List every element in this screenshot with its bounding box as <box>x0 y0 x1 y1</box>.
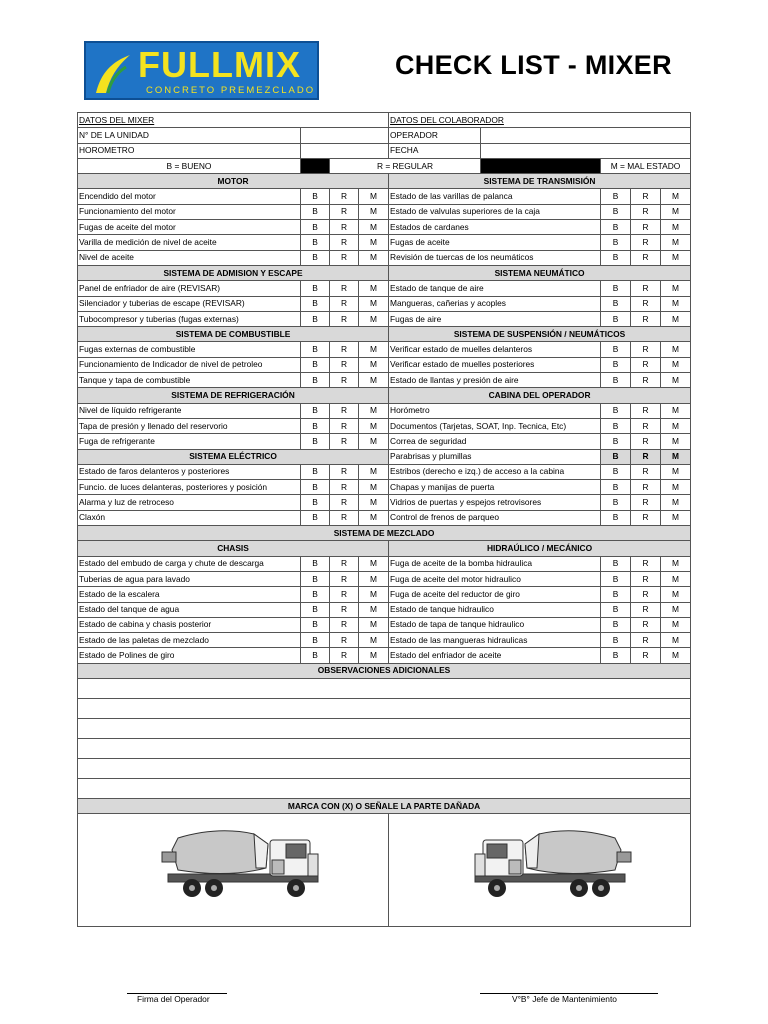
right-option-m[interactable]: M <box>661 495 691 510</box>
left-option-r[interactable]: R <box>330 311 359 326</box>
left-item-label: Fugas externas de combustible <box>78 342 301 357</box>
left-item-label: Estado de Polines de giro <box>78 648 301 663</box>
right-option-b[interactable]: B <box>601 648 631 663</box>
right-option-m[interactable]: M <box>661 373 691 388</box>
right-option-b[interactable]: B <box>601 235 631 250</box>
table-row <box>78 798 691 813</box>
right-option-r[interactable]: R <box>631 204 661 219</box>
left-option-b[interactable]: B <box>301 311 330 326</box>
right-option-m[interactable]: M <box>661 617 691 632</box>
right-option-b[interactable]: B <box>601 449 631 464</box>
left-option-b[interactable]: B <box>301 373 330 388</box>
table-row <box>78 189 691 204</box>
left-option-b[interactable]: B <box>301 189 330 204</box>
table-row <box>78 602 691 617</box>
table-row <box>78 357 691 372</box>
right-item-label: Fugas de aceite <box>389 235 601 250</box>
left-option-m[interactable]: M <box>359 587 389 602</box>
section-header: HIDRAÚLICO / MECÁNICO <box>389 541 691 556</box>
left-option-r[interactable]: R <box>330 342 359 357</box>
table-row <box>78 587 691 602</box>
table-row <box>78 204 691 219</box>
right-option-m[interactable]: M <box>661 556 691 571</box>
right-option-b[interactable]: B <box>601 571 631 586</box>
right-option-r[interactable]: R <box>631 311 661 326</box>
right-option-r[interactable]: R <box>631 556 661 571</box>
table-row <box>78 464 691 479</box>
legend-bueno: B = BUENO <box>78 158 301 173</box>
right-option-r[interactable]: R <box>631 587 661 602</box>
left-item-label: Estado del tanque de agua <box>78 602 301 617</box>
fullmix-logo <box>84 41 319 100</box>
right-option-m[interactable]: M <box>661 434 691 449</box>
left-option-r[interactable]: R <box>330 571 359 586</box>
left-option-r[interactable]: R <box>330 495 359 510</box>
left-option-r[interactable]: R <box>330 403 359 418</box>
right-item-label: Revisión de tuercas de los neumáticos <box>389 250 601 265</box>
right-option-b[interactable]: B <box>601 587 631 602</box>
right-item-label: Fuga de aceite de la bomba hidraulica <box>389 556 601 571</box>
left-option-r[interactable]: R <box>330 220 359 235</box>
left-item-label: Estado de las paletas de mezclado <box>78 633 301 648</box>
right-item-label: Estado de tanque de aire <box>389 281 601 296</box>
observation-line[interactable] <box>78 718 691 738</box>
section-header: CABINA DEL OPERADOR <box>389 388 691 403</box>
left-option-b[interactable]: B <box>301 464 330 479</box>
fecha-label: FECHA <box>389 143 481 158</box>
left-option-r[interactable]: R <box>330 633 359 648</box>
table-row <box>78 296 691 311</box>
section-header: SISTEMA NEUMÁTICO <box>389 265 691 280</box>
right-option-r[interactable]: R <box>631 571 661 586</box>
left-option-b[interactable]: B <box>301 418 330 433</box>
left-option-b[interactable]: B <box>301 617 330 632</box>
right-option-r[interactable]: R <box>631 220 661 235</box>
left-item-label: Claxón <box>78 510 301 525</box>
table-row <box>78 235 691 250</box>
left-item-label: Alarma y luz de retroceso <box>78 495 301 510</box>
right-option-r[interactable]: R <box>631 510 661 525</box>
left-option-m[interactable]: M <box>359 633 389 648</box>
section-header: SISTEMA ELÉCTRICO <box>78 449 389 464</box>
table-row <box>78 758 691 778</box>
right-option-m[interactable]: M <box>661 403 691 418</box>
right-option-b[interactable]: B <box>601 602 631 617</box>
right-option-r[interactable]: R <box>631 342 661 357</box>
table-row <box>78 526 691 541</box>
right-option-m[interactable]: M <box>661 633 691 648</box>
left-option-b[interactable]: B <box>301 480 330 495</box>
right-item-label: Estado de llantas y presión de aire <box>389 373 601 388</box>
right-option-m[interactable]: M <box>661 220 691 235</box>
right-item-label: Chapas y manijas de puerta <box>389 480 601 495</box>
right-item-label: Estribos (derecho e izq.) de acceso a la cabina <box>389 464 601 479</box>
left-option-r[interactable]: R <box>330 296 359 311</box>
table-row <box>78 663 691 678</box>
right-option-b[interactable]: B <box>601 311 631 326</box>
right-option-r[interactable]: R <box>631 464 661 479</box>
right-option-m[interactable]: M <box>661 571 691 586</box>
table-row <box>78 158 691 173</box>
left-option-m[interactable]: M <box>359 235 389 250</box>
left-option-m[interactable]: M <box>359 220 389 235</box>
logo-subtitle: CONCRETO PREMEZCLADO <box>146 85 316 96</box>
left-item-label: Estado del embudo de carga y chute de descarga <box>78 556 301 571</box>
table-row <box>78 250 691 265</box>
right-item-label: Control de frenos de parqueo <box>389 510 601 525</box>
section-header: CHASIS <box>78 541 389 556</box>
right-item-label: Estado de tanque hidraulico <box>389 602 601 617</box>
logo-brand: FULLMIX <box>138 44 301 85</box>
left-option-b[interactable]: B <box>301 250 330 265</box>
table-row <box>78 541 691 556</box>
legend-regular: R = REGULAR <box>330 158 481 173</box>
observation-line[interactable] <box>78 778 691 798</box>
right-option-r[interactable]: R <box>631 648 661 663</box>
datos-colaborador-label: DATOS DEL COLABORADOR <box>389 113 691 128</box>
left-option-m[interactable]: M <box>359 510 389 525</box>
right-option-r[interactable]: R <box>631 296 661 311</box>
right-option-b[interactable]: B <box>601 464 631 479</box>
left-option-b[interactable]: B <box>301 403 330 418</box>
left-item-label: Estado de faros delanteros y posteriores <box>78 464 301 479</box>
right-option-b[interactable]: B <box>601 418 631 433</box>
right-item-label: Mangueras, cañerias y acoples <box>389 296 601 311</box>
left-option-m[interactable]: M <box>359 250 389 265</box>
left-item-label: Nivel de aceite <box>78 250 301 265</box>
left-option-r[interactable]: R <box>330 418 359 433</box>
left-option-m[interactable]: M <box>359 418 389 433</box>
left-option-b[interactable]: B <box>301 495 330 510</box>
left-item-label: Tuberias de agua para lavado <box>78 571 301 586</box>
right-item-label: Estado de tapa de tanque hidraulico <box>389 617 601 632</box>
right-option-b[interactable]: B <box>601 480 631 495</box>
left-option-b[interactable]: B <box>301 633 330 648</box>
right-item-label: Fuga de aceite del reductor de giro <box>389 587 601 602</box>
left-option-m[interactable]: M <box>359 556 389 571</box>
right-option-b[interactable]: B <box>601 357 631 372</box>
table-row <box>78 449 691 464</box>
truck-right-side-image[interactable] <box>465 824 635 909</box>
table-row <box>78 281 691 296</box>
right-option-m[interactable]: M <box>661 204 691 219</box>
section-header: SISTEMA DE REFRIGERACIÓN <box>78 388 389 403</box>
left-option-m[interactable]: M <box>359 648 389 663</box>
right-item-label: Horómetro <box>389 403 601 418</box>
left-option-b[interactable]: B <box>301 648 330 663</box>
operador-label: OPERADOR <box>389 128 481 143</box>
left-option-r[interactable]: R <box>330 480 359 495</box>
operador-field[interactable] <box>481 128 691 143</box>
table-row <box>78 648 691 663</box>
right-item-label: Estado de las varillas de palanca <box>389 189 601 204</box>
right-item-label: Documentos (Tarjetas, SOAT, Inp. Tecnica, Etc) <box>389 418 601 433</box>
table-row <box>78 434 691 449</box>
unidad-field[interactable] <box>301 128 389 143</box>
right-option-m[interactable]: M <box>661 602 691 617</box>
right-option-r[interactable]: R <box>631 250 661 265</box>
right-option-r[interactable]: R <box>631 449 661 464</box>
right-option-m[interactable]: M <box>661 648 691 663</box>
right-option-m[interactable]: M <box>661 235 691 250</box>
left-item-label: Tanque y tapa de combustible <box>78 373 301 388</box>
chief-signature-label: V°B° Jefe de Mantenimiento <box>512 994 617 1004</box>
horometro-label: HOROMETRO <box>78 143 301 158</box>
right-option-r[interactable]: R <box>631 602 661 617</box>
datos-mixer-label: DATOS DEL MIXER <box>78 113 389 128</box>
right-item-label: Fuga de aceite del motor hidraulico <box>389 571 601 586</box>
table-row <box>78 633 691 648</box>
table-row <box>78 571 691 586</box>
left-option-r[interactable]: R <box>330 373 359 388</box>
right-option-m[interactable]: M <box>661 418 691 433</box>
right-item-label: Verificar estado de muelles posteriores <box>389 357 601 372</box>
left-option-b[interactable]: B <box>301 296 330 311</box>
checklist-table <box>77 112 691 927</box>
table-row <box>78 418 691 433</box>
right-option-m[interactable]: M <box>661 281 691 296</box>
left-option-r[interactable]: R <box>330 204 359 219</box>
truck-right-panel[interactable] <box>389 814 691 927</box>
left-option-m[interactable]: M <box>359 296 389 311</box>
right-option-b[interactable]: B <box>601 403 631 418</box>
right-option-r[interactable]: R <box>631 373 661 388</box>
fecha-field[interactable] <box>481 143 691 158</box>
horometro-field[interactable] <box>301 143 389 158</box>
right-option-r[interactable]: R <box>631 235 661 250</box>
table-row <box>78 265 691 280</box>
section-header: SISTEMA DE SUSPENSIÓN / NEUMÁTICOS <box>389 327 691 342</box>
right-option-m[interactable]: M <box>661 189 691 204</box>
left-option-r[interactable]: R <box>330 556 359 571</box>
table-row <box>78 495 691 510</box>
left-item-label: Fugas de aceite del motor <box>78 220 301 235</box>
truck-left-side-image[interactable] <box>158 824 328 909</box>
left-option-r[interactable]: R <box>330 510 359 525</box>
left-option-m[interactable]: M <box>359 373 389 388</box>
left-option-b[interactable]: B <box>301 220 330 235</box>
truck-left-panel[interactable] <box>78 814 389 927</box>
left-option-r[interactable]: R <box>330 602 359 617</box>
operator-signature-label: Firma del Operador <box>137 994 210 1004</box>
table-row <box>78 678 691 698</box>
section-header: MARCA CON (X) O SEÑALE LA PARTE DAÑADA <box>78 798 691 813</box>
table-row <box>78 510 691 525</box>
right-option-m[interactable]: M <box>661 342 691 357</box>
left-option-r[interactable]: R <box>330 250 359 265</box>
left-item-label: Funcionamiento de Indicador de nivel de petroleo <box>78 357 301 372</box>
right-option-b[interactable]: B <box>601 250 631 265</box>
left-item-label: Nivel de líquido refrigerante <box>78 403 301 418</box>
right-item-label: Vidrios de puertas y espejos retrovisores <box>389 495 601 510</box>
right-option-r[interactable]: R <box>631 189 661 204</box>
left-option-b[interactable]: B <box>301 510 330 525</box>
left-option-b[interactable]: B <box>301 204 330 219</box>
legend-separator <box>301 158 330 173</box>
left-option-b[interactable]: B <box>301 235 330 250</box>
left-option-m[interactable]: M <box>359 311 389 326</box>
table-row <box>78 128 691 143</box>
right-option-b[interactable]: B <box>601 556 631 571</box>
right-option-m[interactable]: M <box>661 311 691 326</box>
left-option-m[interactable]: M <box>359 464 389 479</box>
table-row <box>78 698 691 718</box>
left-option-r[interactable]: R <box>330 434 359 449</box>
left-option-m[interactable]: M <box>359 571 389 586</box>
table-row <box>78 718 691 738</box>
left-option-r[interactable]: R <box>330 357 359 372</box>
section-header: MOTOR <box>78 174 389 189</box>
right-option-r[interactable]: R <box>631 617 661 632</box>
right-option-m[interactable]: M <box>661 250 691 265</box>
right-item-label: Estados de cardanes <box>389 220 601 235</box>
table-row <box>78 738 691 758</box>
left-option-m[interactable]: M <box>359 342 389 357</box>
left-option-m[interactable]: M <box>359 189 389 204</box>
left-option-m[interactable]: M <box>359 495 389 510</box>
left-item-label: Funcionamiento del motor <box>78 204 301 219</box>
section-header: SISTEMA DE ADMISION Y ESCAPE <box>78 265 389 280</box>
section-header: SISTEMA DE TRANSMISIÓN <box>389 174 691 189</box>
right-option-r[interactable]: R <box>631 403 661 418</box>
left-item-label: Panel de enfriador de aire (REVISAR) <box>78 281 301 296</box>
right-option-m[interactable]: M <box>661 449 691 464</box>
right-option-r[interactable]: R <box>631 633 661 648</box>
legend-separator <box>481 158 601 173</box>
observation-line[interactable] <box>78 698 691 718</box>
right-option-b[interactable]: B <box>601 296 631 311</box>
left-item-label: Tapa de presión y llenado del reservorio <box>78 418 301 433</box>
left-option-b[interactable]: B <box>301 571 330 586</box>
right-item-label: Correa de seguridad <box>389 434 601 449</box>
right-option-b[interactable]: B <box>601 617 631 632</box>
right-option-b[interactable]: B <box>601 189 631 204</box>
left-option-m[interactable]: M <box>359 403 389 418</box>
left-option-b[interactable]: B <box>301 357 330 372</box>
right-option-b[interactable]: B <box>601 495 631 510</box>
right-option-r[interactable]: R <box>631 418 661 433</box>
table-row <box>78 556 691 571</box>
page-title: CHECK LIST - MIXER <box>395 50 672 80</box>
section-header: SISTEMA DE MEZCLADO <box>78 526 691 541</box>
left-option-r[interactable]: R <box>330 235 359 250</box>
left-option-b[interactable]: B <box>301 281 330 296</box>
left-option-b[interactable]: B <box>301 587 330 602</box>
table-row <box>78 174 691 189</box>
table-row <box>78 403 691 418</box>
left-item-label: Estado de cabina y chasis posterior <box>78 617 301 632</box>
left-option-m[interactable]: M <box>359 204 389 219</box>
observation-line[interactable] <box>78 678 691 698</box>
left-item-label: Varilla de medición de nivel de aceite <box>78 235 301 250</box>
right-option-b[interactable]: B <box>601 633 631 648</box>
table-row <box>78 113 691 128</box>
left-option-m[interactable]: M <box>359 480 389 495</box>
right-option-b[interactable]: B <box>601 220 631 235</box>
right-option-m[interactable]: M <box>661 296 691 311</box>
left-option-b[interactable]: B <box>301 434 330 449</box>
left-item-label: Tubocompresor y tuberias (fugas externas) <box>78 311 301 326</box>
left-option-b[interactable]: B <box>301 602 330 617</box>
observation-line[interactable] <box>78 758 691 778</box>
right-option-r[interactable]: R <box>631 495 661 510</box>
right-option-m[interactable]: M <box>661 510 691 525</box>
section-header: OBSERVACIONES ADICIONALES <box>78 663 691 678</box>
left-option-r[interactable]: R <box>330 281 359 296</box>
left-item-label: Encendido del motor <box>78 189 301 204</box>
right-option-r[interactable]: R <box>631 480 661 495</box>
table-row <box>78 617 691 632</box>
left-option-b[interactable]: B <box>301 556 330 571</box>
table-row <box>78 480 691 495</box>
left-item-label: Silenciador y tuberias de escape (REVISAR) <box>78 296 301 311</box>
observation-line[interactable] <box>78 738 691 758</box>
table-row <box>78 143 691 158</box>
table-row <box>78 342 691 357</box>
left-option-m[interactable]: M <box>359 617 389 632</box>
section-header: SISTEMA DE COMBUSTIBLE <box>78 327 389 342</box>
table-row <box>78 327 691 342</box>
table-row <box>78 373 691 388</box>
table-row <box>78 220 691 235</box>
left-item-label: Fuga de refrigerante <box>78 434 301 449</box>
left-option-r[interactable]: R <box>330 648 359 663</box>
left-option-r[interactable]: R <box>330 587 359 602</box>
right-option-b[interactable]: B <box>601 281 631 296</box>
right-option-b[interactable]: B <box>601 342 631 357</box>
right-item-label: Estado del enfriador de aceite <box>389 648 601 663</box>
legend-malo: M = MAL ESTADO <box>601 158 691 173</box>
left-item-label: Estado de la escalera <box>78 587 301 602</box>
right-item-label: Verificar estado de muelles delanteros <box>389 342 601 357</box>
right-option-b[interactable]: B <box>601 510 631 525</box>
leaf-swoosh-icon <box>90 49 138 97</box>
right-item-label: Estado de valvulas superiores de la caja <box>389 204 601 219</box>
table-row <box>78 778 691 798</box>
right-option-m[interactable]: M <box>661 464 691 479</box>
right-option-b[interactable]: B <box>601 434 631 449</box>
right-option-m[interactable]: M <box>661 480 691 495</box>
right-option-m[interactable]: M <box>661 357 691 372</box>
right-option-r[interactable]: R <box>631 434 661 449</box>
right-option-r[interactable]: R <box>631 281 661 296</box>
left-option-r[interactable]: R <box>330 189 359 204</box>
left-option-m[interactable]: M <box>359 602 389 617</box>
right-option-m[interactable]: M <box>661 587 691 602</box>
left-option-r[interactable]: R <box>330 464 359 479</box>
left-option-r[interactable]: R <box>330 617 359 632</box>
right-item-label: Estado de las mangueras hidraulicas <box>389 633 601 648</box>
right-item-label: Fugas de aire <box>389 311 601 326</box>
left-item-label: Funcio. de luces delanteras, posteriores y posición <box>78 480 301 495</box>
right-option-b[interactable]: B <box>601 373 631 388</box>
table-row <box>78 814 691 927</box>
right-option-r[interactable]: R <box>631 357 661 372</box>
table-row <box>78 388 691 403</box>
right-item-label: Parabrisas y plumillas <box>389 449 601 464</box>
right-option-b[interactable]: B <box>601 204 631 219</box>
left-option-b[interactable]: B <box>301 342 330 357</box>
unidad-label: N° DE LA UNIDAD <box>78 128 301 143</box>
left-option-m[interactable]: M <box>359 357 389 372</box>
table-row <box>78 311 691 326</box>
left-option-m[interactable]: M <box>359 281 389 296</box>
left-option-m[interactable]: M <box>359 434 389 449</box>
